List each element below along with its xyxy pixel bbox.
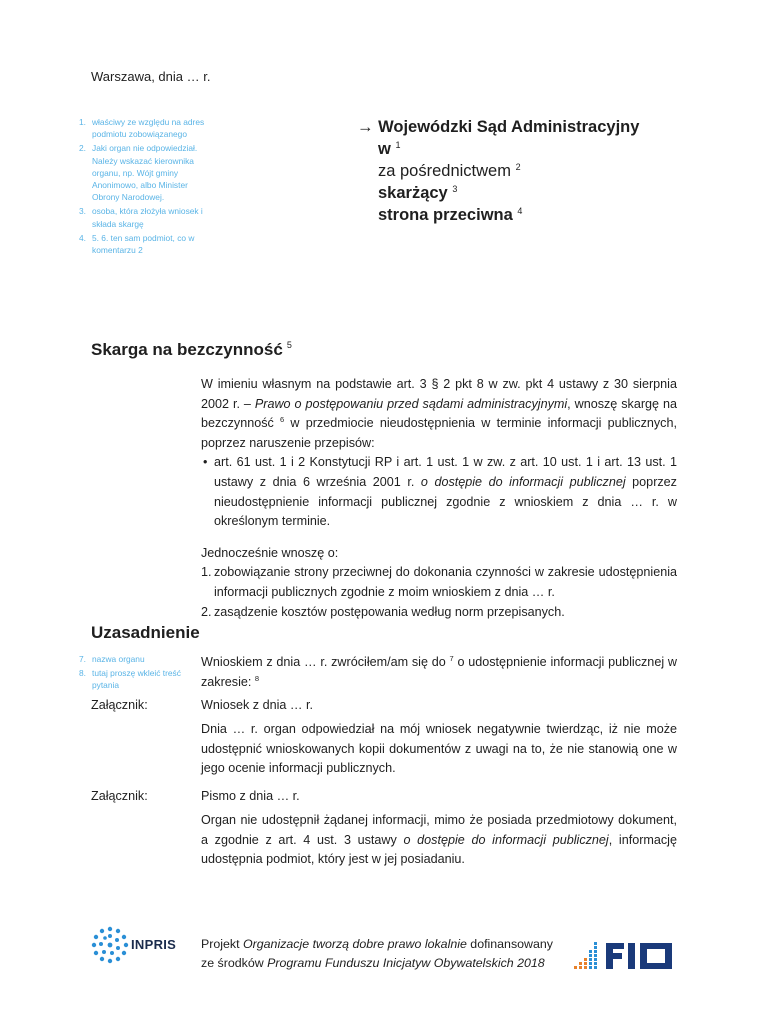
footer-line-2: ze środków Programu Funduszu Inicjatyw Obywatelskich 2018 <box>201 956 545 970</box>
side-note: 7. nazwa organu <box>79 654 145 664</box>
arrow-icon: → <box>357 118 374 136</box>
attachment-label: Załącznik: <box>91 789 148 803</box>
address-block <box>357 116 639 226</box>
request-item: 2. zasądzenie kosztów postępowania według norm przepisanych. <box>201 604 565 619</box>
court-name: Wojewódzki Sąd Administracyjny <box>378 118 640 136</box>
side-note: 4. 5. 6. ten sam podmiot, co w komentarzu 2 <box>79 232 195 256</box>
justification-paragraph-2: Dnia … r. organ odpowiedział na mój wniosek negatywnie twierdząc, iż nie może udostępnić wnioskowanych kopii dokumentów z uwagi na to, że nie stanowią one w jego ocenie informacji publicznych. <box>201 722 677 776</box>
justification-paragraph-3: Organ nie udostępnił żądanej informacji, mimo że posiada przedmiotowy dokument, a zgodnie z art. 4 ust. 3 ustawy o dostępie do informacji publicznej, informację udostępnia podmiot, który jest w jej posiadaniu. <box>201 813 677 867</box>
fio-logo <box>574 940 678 977</box>
side-notes-justification <box>79 653 191 694</box>
bullet-item: • art. 61 ust. 1 i 2 Konstytucji RP i art. 1 ust. 1 w zw. z art. 10 ust. 1 i art. 13 ust. 1 ustawy z dnia 6 września 2001 r. o dostępie do informacji publicznej poprzez nieudostępnienie informacji publicznej zgodnie z wnioskiem z dnia … r. w określonym terminie. <box>203 455 677 529</box>
attachment-value: Wniosek z dnia … r. <box>201 698 313 712</box>
side-notes-top <box>79 116 207 258</box>
side-note: 8. tutaj proszę wkleić treść pytania <box>79 668 181 691</box>
inpris-swirl-icon <box>90 925 130 965</box>
via-line: za pośrednictwem $^2$ <box>378 162 521 180</box>
opponent-line: strona przeciwna $^4$ <box>378 206 523 224</box>
footer-text <box>201 935 553 973</box>
footer-line-1: Projekt Organizacje tworzą dobre prawo lokalnie dofinansowany <box>201 937 553 951</box>
complainant-line: skarżący $^3$ <box>378 184 458 202</box>
attachment-value: Pismo z dnia … r. <box>201 789 300 803</box>
complaint-paragraph: W imieniu własnym na podstawie art. 3 § 2 pkt 8 w zw. pkt 4 ustawy z 30 sierpnia 2002 r. – Prawo o postępowaniu przed sądami administracyjnymi, wnoszę skargę na bezczynność $^6$ w przedmiocie nieudostępnienia w terminie informacji publicznych, poprzez naruszenie przepisów: <box>201 377 678 450</box>
side-note: 1. właściwy ze względu na adres podmiotu zobowiązanego <box>79 117 205 140</box>
fio-logo-icon <box>574 940 678 972</box>
request-item: 1. zobowiązanie strony przeciwnej do dokonania czynności w zakresie udostępnienia informacji publicznych zgodnie z moim wnioskiem z dnia … r. <box>201 565 677 599</box>
complaint-title: Skarga na bezczynność $^5$ <box>91 340 292 359</box>
court-line <box>357 116 639 138</box>
requests-intro: Jednocześnie wnoszę o: <box>201 545 339 560</box>
complaint-body <box>201 375 677 622</box>
inpris-logo <box>90 925 130 970</box>
side-note: 3. osoba, która złożyła wniosek i składa skargę <box>79 206 203 229</box>
court-city-line: w $^1$ <box>378 140 401 158</box>
date-line: Warszawa, dnia … r. <box>91 69 211 84</box>
side-note: 2. Jaki organ nie odpowiedział. Należy wskazać kierownika organu, np. Wójt gminy Anonimowo, albo Minister Obrony Narodowej. <box>79 143 198 203</box>
inpris-name: INPRIS <box>131 937 177 952</box>
justification-paragraph-1: Wnioskiem z dnia … r. zwróciłem/am się do $^7$ o udostępnienie informacji publicznej w zakresie: $^8$ <box>201 654 677 689</box>
justification-title: Uzasadnienie <box>91 623 200 642</box>
attachment-label: Załącznik: <box>91 698 148 712</box>
